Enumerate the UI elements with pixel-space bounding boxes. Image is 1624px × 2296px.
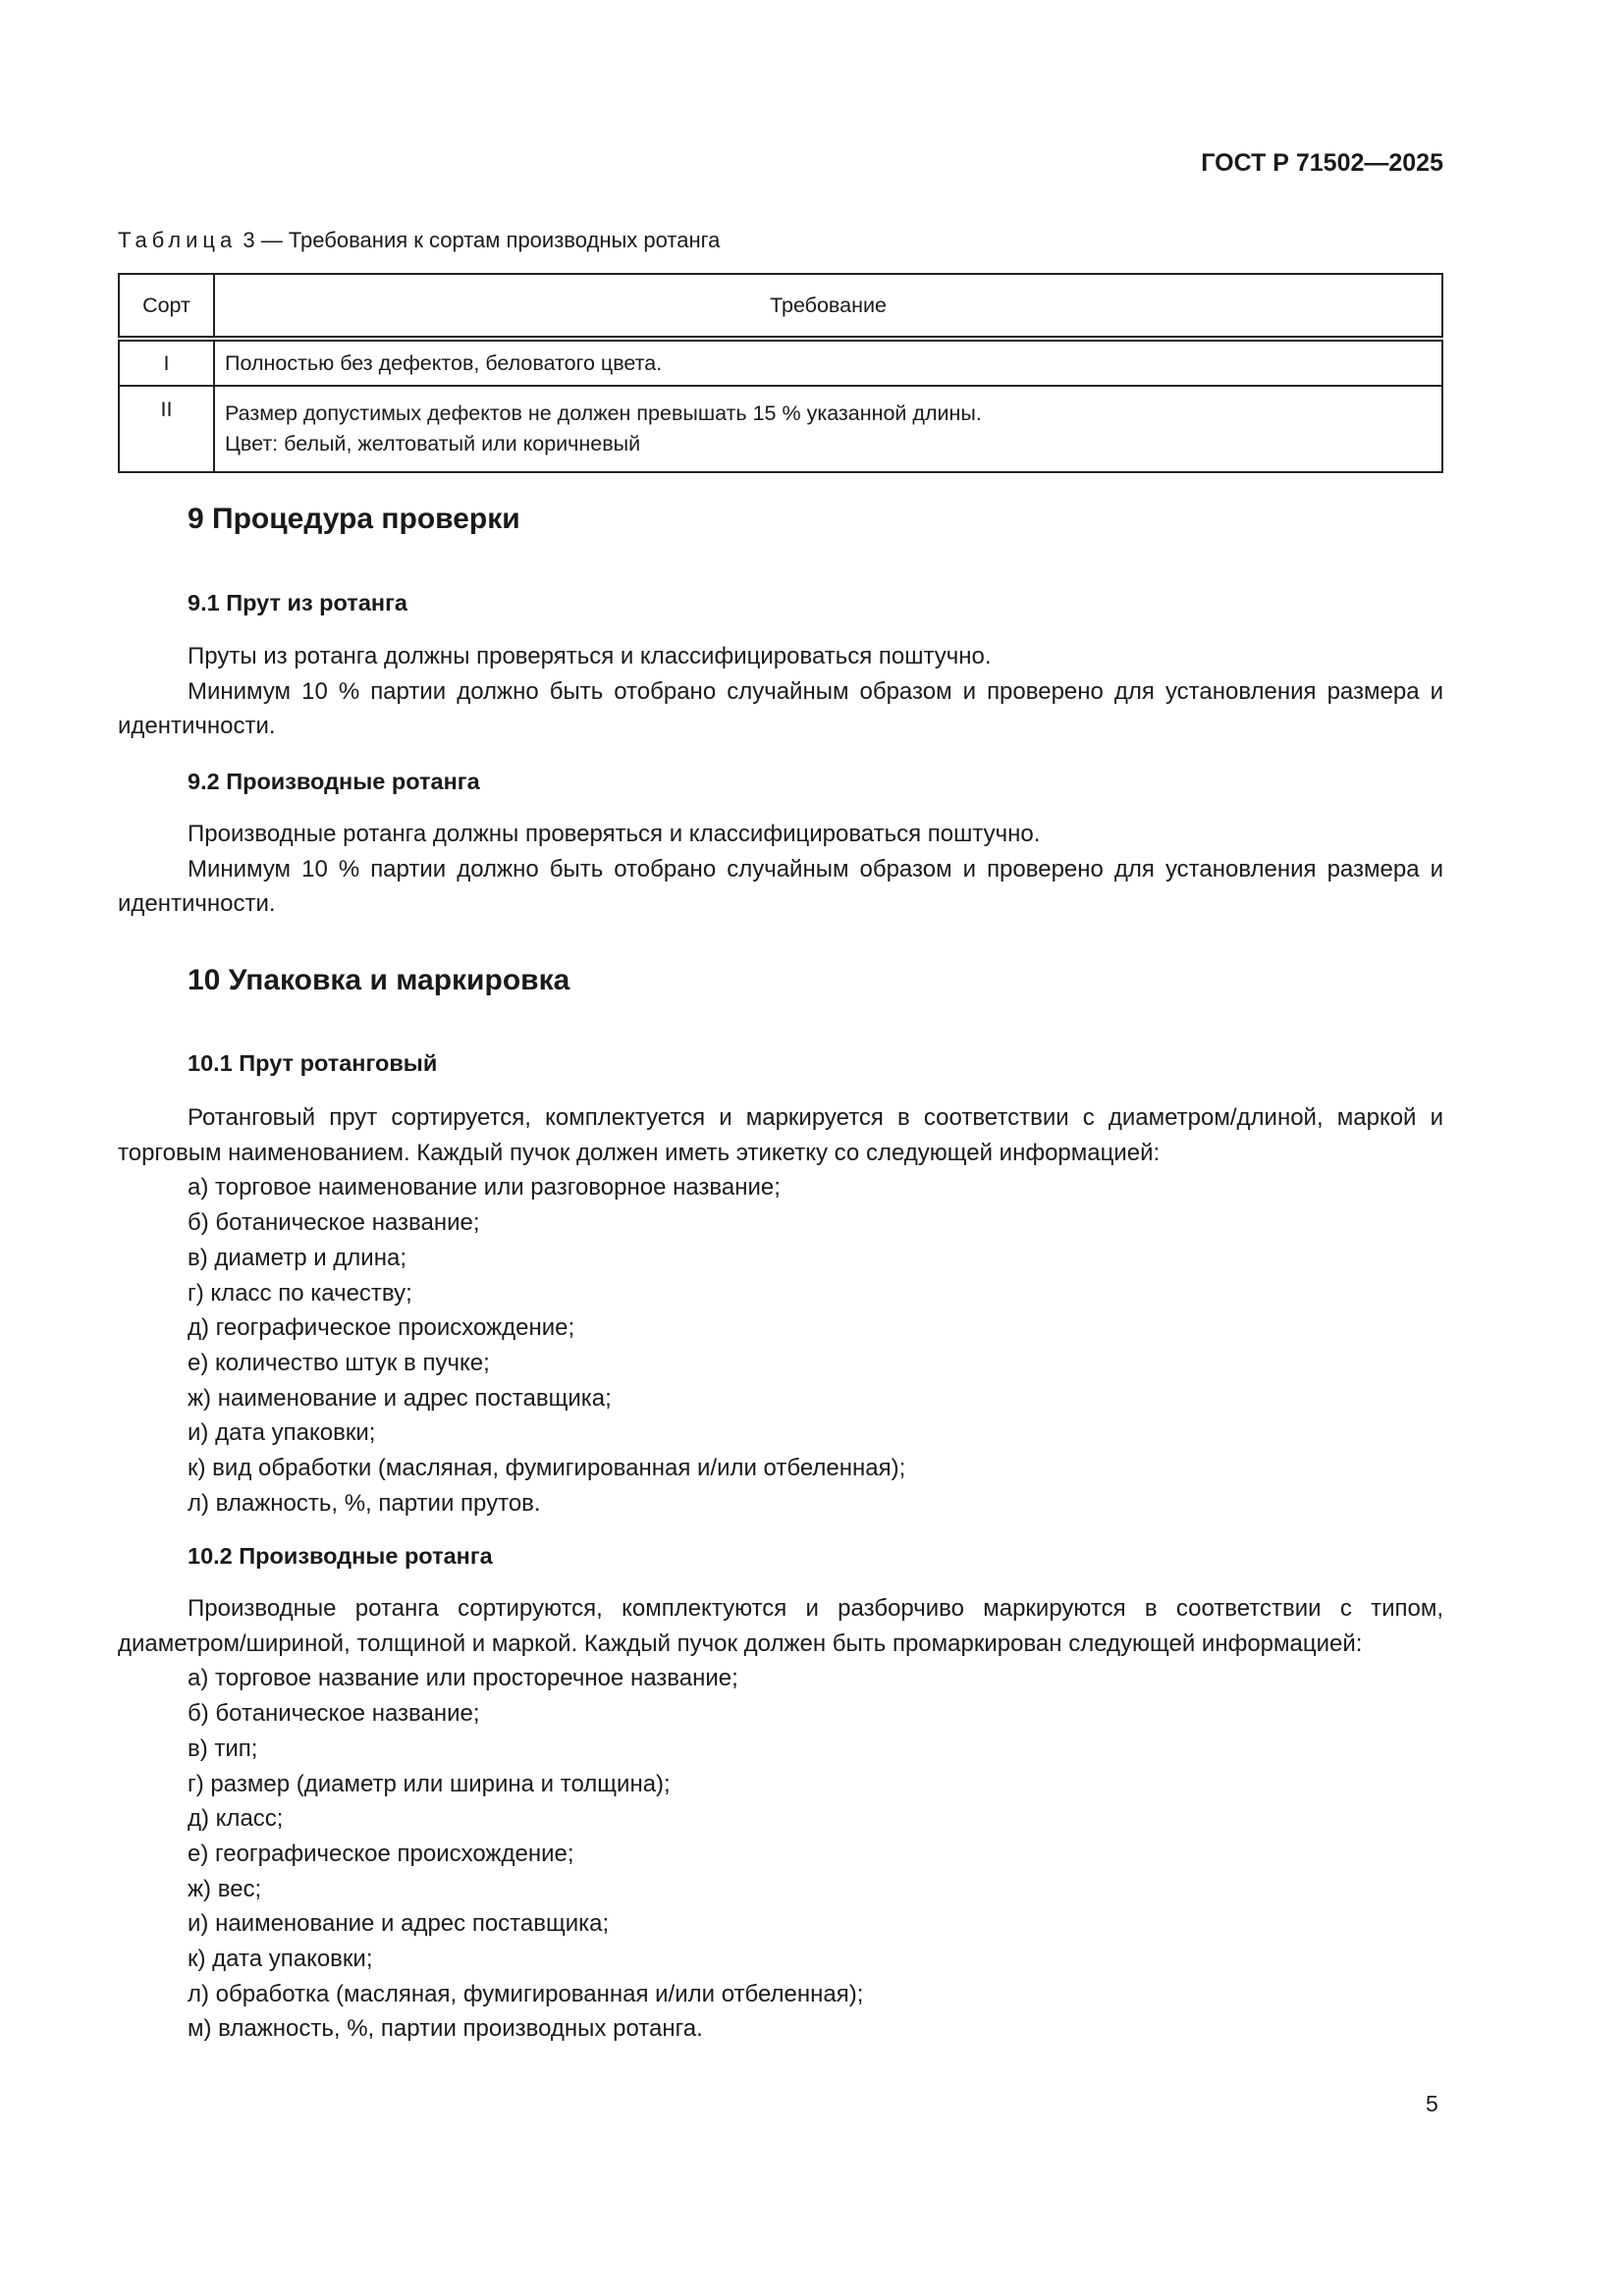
requirement-cell <box>214 386 1442 472</box>
list-item: и) наименование и адрес поставщика; <box>188 1910 610 1938</box>
paragraph: Минимум 10 % партии должно быть отобрано случайным образом и проверено для установления размера и идентичности. <box>118 677 1443 740</box>
paragraph: Производные ротанга сортируются, комплектуются и разборчиво маркируются в соответствии с типом, диаметром/шириной, толщиной и маркой. Каждый пучок должен быть промаркирован следующей информацией: <box>118 1595 1443 1657</box>
section-10-1-heading: 10.1 Прут ротанговый <box>188 1050 438 1076</box>
column-header-requirement: Требование <box>214 274 1442 339</box>
requirement-cell: Полностью без дефектов, беловатого цвета. <box>214 339 1442 386</box>
paragraph: Ротанговый прут сортируется, комплектуется и маркируется в соответствии с диаметром/длиной, маркой и торговым наименованием. Каждый пучок должен иметь этикетку со следующей информацией: <box>118 1104 1443 1166</box>
list-item: б) ботаническое название; <box>188 1209 480 1237</box>
section-9-heading: 9 Процедура проверки <box>188 503 520 535</box>
table-caption <box>118 228 1443 253</box>
caption-text: 3 — Требования к сортам производных ротанга <box>243 228 721 252</box>
list-item: в) диаметр и длина; <box>188 1244 406 1271</box>
section-10-2-heading: 10.2 Производные ротанга <box>188 1543 493 1569</box>
list-item: к) вид обработки (масляная, фумигированная и/или отбеленная); <box>188 1455 906 1482</box>
list-item: ж) вес; <box>188 1875 262 1902</box>
list-item: д) географическое происхождение; <box>188 1314 575 1342</box>
paragraph: Пруты из ротанга должны проверяться и классифицироваться поштучно. <box>188 643 992 669</box>
table-row <box>119 339 1442 386</box>
grades-table <box>118 273 1443 473</box>
section-9-2-heading: 9.2 Производные ротанга <box>188 769 480 794</box>
list-item: е) количество штук в пучке; <box>188 1349 490 1376</box>
paragraph: Производные ротанга должны проверяться и классифицироваться поштучно. <box>188 821 1041 847</box>
marking-info-list <box>118 1661 1443 2047</box>
list-item: к) дата упаковки; <box>188 1946 373 1973</box>
page-number: 5 <box>1426 2091 1438 2116</box>
list-item: б) ботаническое название; <box>188 1700 480 1728</box>
list-item: д) класс; <box>188 1805 284 1833</box>
table-row <box>119 386 1442 472</box>
grade-cell: I <box>119 339 214 386</box>
list-item: а) торговое название или просторечное название; <box>188 1665 738 1692</box>
section-9-2-body <box>118 817 1443 922</box>
list-item: л) обработка (масляная, фумигированная и/или отбеленная); <box>188 1980 864 2007</box>
paragraph: Минимум 10 % партии должно быть отобрано случайным образом и проверено для установления размера и идентичности. <box>118 855 1443 918</box>
section-10-1-body <box>118 1100 1443 1521</box>
list-item: а) торговое наименование или разговорное название; <box>188 1174 781 1201</box>
list-item: г) класс по качеству; <box>188 1279 412 1307</box>
column-header-grade: Сорт <box>119 274 214 339</box>
section-10-heading: 10 Упаковка и маркировка <box>188 964 570 996</box>
grade-cell: II <box>119 386 214 472</box>
section-10-2-body <box>118 1591 1443 2047</box>
list-item: в) тип; <box>188 1735 258 1762</box>
requirement-line: Цвет: белый, желтоватый или коричневый <box>225 432 641 455</box>
list-item: е) географическое происхождение; <box>188 1840 574 1867</box>
list-item: м) влажность, %, партии производных ротанга. <box>188 2015 703 2043</box>
document-id: ГОСТ Р 71502—2025 <box>1201 149 1443 177</box>
list-item: и) дата упаковки; <box>188 1419 376 1447</box>
section-9-1-body <box>118 639 1443 744</box>
requirement-line: Размер допустимых дефектов не должен превышать 15 % указанной длины. <box>225 401 982 425</box>
list-item: ж) наименование и адрес поставщика; <box>188 1384 612 1412</box>
caption-prefix: Таблица <box>118 228 238 252</box>
label-info-list <box>118 1170 1443 1521</box>
list-item: г) размер (диаметр или ширина и толщина); <box>188 1770 671 1797</box>
section-9-1-heading: 9.1 Прут из ротанга <box>188 590 407 615</box>
list-item: л) влажность, %, партии прутов. <box>188 1489 541 1517</box>
